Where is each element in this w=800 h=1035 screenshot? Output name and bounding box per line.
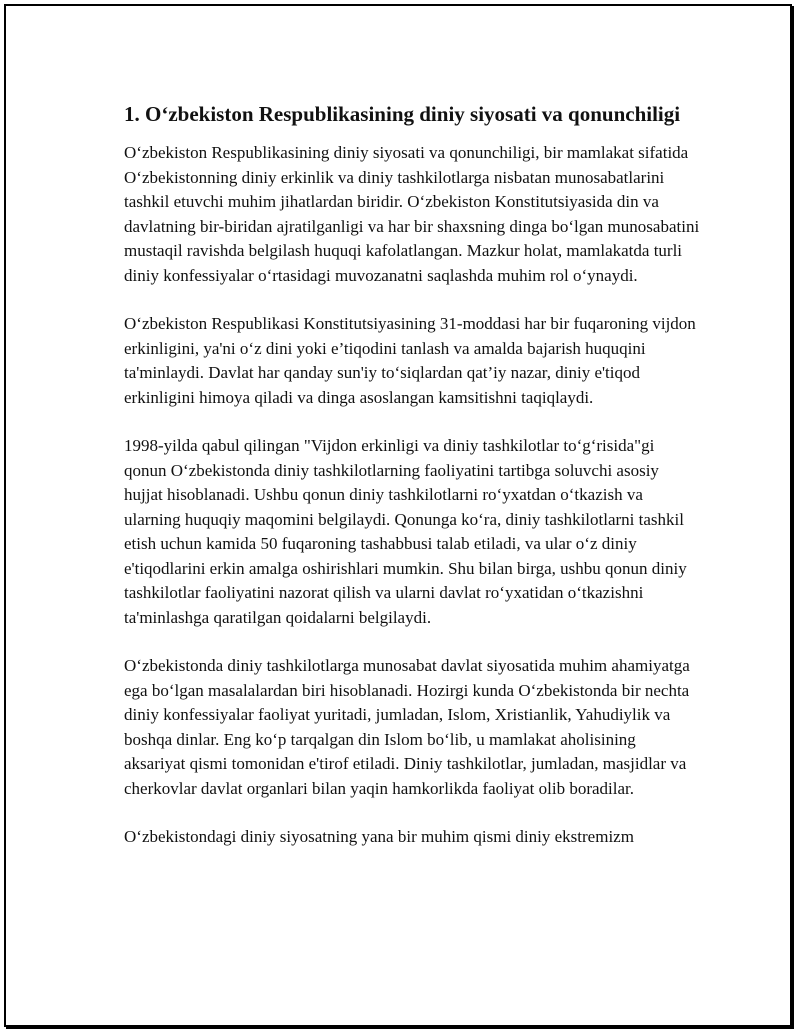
paragraph-3: 1998-yilda qabul qilingan "Vijdon erkinligi va diniy tashkilotlar to‘g‘risida"gi qonun O‘zbekistonda diniy tashkilotlarning faoliyatini tartibga soluvchi asosiy hujjat hisoblanadi. Ushbu qonun diniy tashkilotlarni ro‘yxatdan o‘tkazish va ularning huquqiy maqomini belgilaydi. Qonunga ko‘ra, diniy tashkilotlarni tashkil etish uchun kamida 50 fuqaroning tashabbusi talab etiladi, va ular o‘z diniy e'tiqodlarini erkin amalga oshirishlari mumkin. Shu bilan birga, ushbu qonun diniy tashkilotlar faoliyatini nazorat qilish va ularni davlat ro‘yxatidan o‘tkazishni ta'minlashga qaratilgan qoidalarni belgilaydi. [124,436,687,627]
paragraph-1: O‘zbekiston Respublikasining diniy siyosati va qonunchiligi, bir mamlakat sifatida O‘zbekistonning diniy erkinlik va diniy tashkilotlarga nisbatan munosabatlarini tashkil etuvchi muhim jihatlardan biridir. O‘zbekiston Konstitutsiyasida din va davlatning bir-biridan ajratilganligi va har bir shaxsning dinga bo‘lgan munosabatini mustaqil ravishda belgilash huquqi kafolatlangan. Mazkur holat, mamlakatda turli diniy konfessiyalar o‘rtasidagi muvozanatni saqlashda muhim rol o‘ynaydi. [124,143,700,285]
document-body [124,100,700,874]
paragraph-4: O‘zbekistonda diniy tashkilotlarga munosabat davlat siyosatida muhim ahamiyatga ega bo‘lgan masalalardan biri hisoblanadi. Hozirgi kunda O‘zbekistonda bir nechta diniy konfessiyalar faoliyat yuritadi, jumladan, Islom, Xristianlik, Yahudiylik va boshqa dinlar. Eng ko‘p tarqalgan din Islom bo‘lib, u mamlakat aholisining aksariyat qismi tomonidan e'tirof etiladi. Diniy tashkilotlar, jumladan, masjidlar va cherkovlar davlat organlari bilan yaqin hamkorlikda faoliyat olib boradilar. [124,656,690,798]
paragraph-2: O‘zbekiston Respublikasi Konstitutsiyasining 31-moddasi har bir fuqaroning vijdon erkinligini, ya'ni o‘z dini yoki e’tiqodini tanlash va amalda bajarish huquqini ta'minlaydi. Davlat har qanday sun'iy to‘siqlardan qat’iy nazar, diniy e'tiqod erkinligini himoya qiladi va dinga asoslangan kamsitishni taqiqlaydi. [124,314,696,407]
page-frame [4,4,792,1027]
paragraph-5: O‘zbekistondagi diniy siyosatning yana bir muhim qismi diniy ekstremizm [124,827,634,846]
section-title: 1. O‘zbekiston Respublikasining diniy siyosati va qonunchiligi [124,102,681,126]
